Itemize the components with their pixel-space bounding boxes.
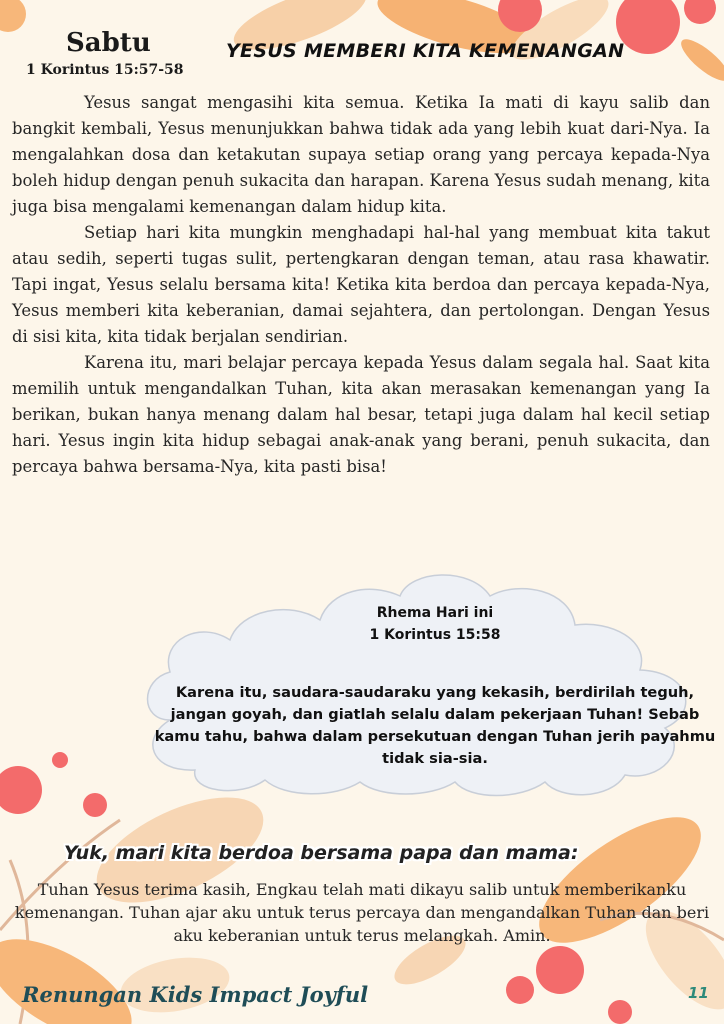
scripture-reference: 1 Korintus 15:57-58: [26, 62, 184, 78]
body-paragraph-1: Yesus sangat mengasihi kita semua. Ketika Ia mati di kayu salib dan bangkit kembali, Yesus menunjukkan bahwa tidak ada yang lebih kuat dari-Nya. Ia mengalahkan dosa dan ketakutan supaya setiap orang yang percaya kepada-Nya boleh hidup dengan penuh sukacita dan harapan. Karena Yesus sudah menang, kita juga bisa mengalami kemenangan dalam hidup kita.: [12, 93, 710, 216]
body-paragraph-3: Karena itu, mari belajar percaya kepada Yesus dalam segala hal. Saat kita memilih untuk mengandalkan Tuhan, kita akan merasakan kemenangan yang Ia berikan, bukan hanya menang dalam hal besar, tetapi juga dalam hal kecil setiap hari. Yesus ingin kita hidup sebagai anak-anak yang berani, penuh sukacita, dan percaya bahwa bersama-Nya, kita pasti bisa!: [12, 353, 710, 476]
footer-brand: Renungan Kids Impact Joyful: [22, 982, 369, 1007]
prayer-text: Tuhan Yesus terima kasih, Engkau telah mati dikayu salib untuk memberikanku kemenangan. Tuhan ajar aku untuk terus percaya dan mengandalkan Tuhan dan beri aku keberanian untuk terus melangkah. Amin.: [14, 880, 710, 945]
body-paragraph-2: Setiap hari kita mungkin menghadapi hal-hal yang membuat kita takut atau sedih, seperti tugas sulit, pertengkaran dengan teman, atau rasa khawatir. Tapi ingat, Yesus selalu bersama kita! Ketika kita berdoa dan percaya kepada-Nya, Yesus memberi kita keberanian, damai sejahtera, dan pertolongan. Dengan Yesus di sisi kita, kita tidak berjalan sendirian.: [12, 223, 710, 346]
rhema-header: [150, 602, 720, 646]
prayer-heading: Yuk, mari kita berdoa bersama papa dan mama:: [64, 842, 579, 864]
rhema-title: Rhema Hari ini: [376, 605, 494, 621]
devotional-body: [12, 90, 710, 480]
page-number: 11: [688, 984, 709, 1002]
rhema-reference: 1 Korintus 15:58: [369, 627, 501, 643]
day-label: Sabtu: [66, 28, 151, 58]
rhema-verse: Karena itu, saudara-saudaraku yang kekasih, berdirilah teguh, jangan goyah, dan giatlah selalu dalam pekerjaan Tuhan! Sebab kamu tahu, bahwa dalam persekutuan dengan Tuhan jerih payahmu tidak sia-sia.: [154, 684, 716, 767]
page-title: YESUS MEMBERI KITA KEMENANGAN: [226, 40, 625, 62]
